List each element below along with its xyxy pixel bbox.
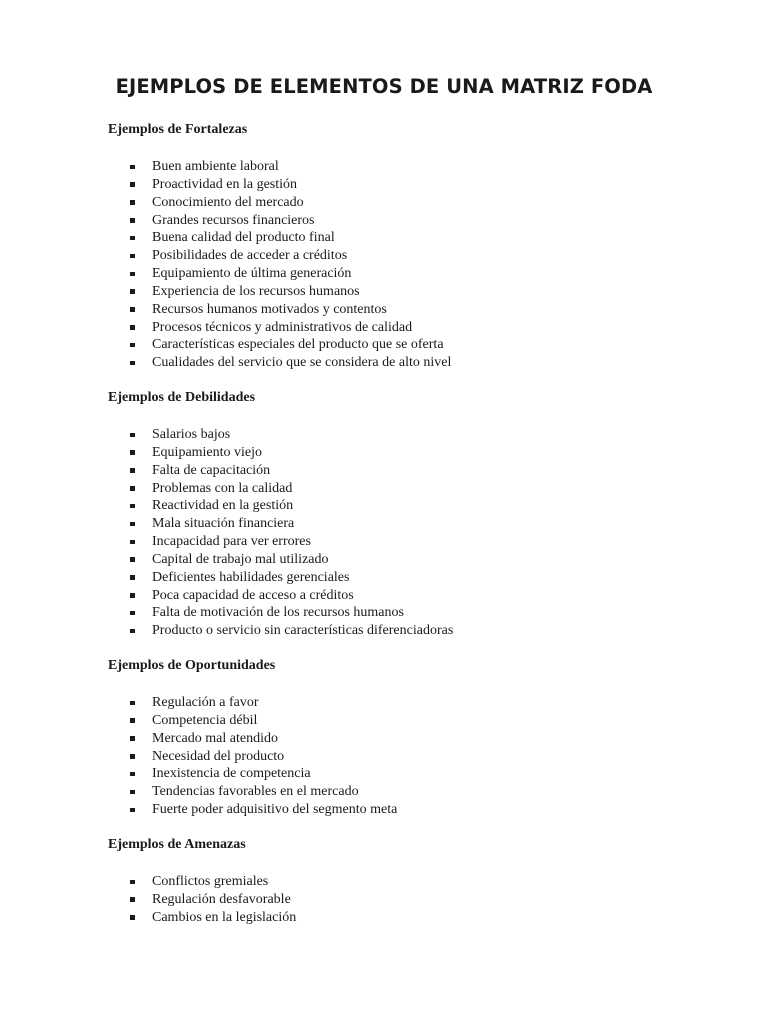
bullet-list (108, 426, 728, 640)
square-bullet-icon (130, 557, 135, 562)
square-bullet-icon (130, 718, 135, 723)
list-item-text: Mercado mal atendido (152, 730, 278, 746)
square-bullet-icon (130, 629, 135, 634)
square-bullet-icon (130, 289, 135, 294)
square-bullet-icon (130, 325, 135, 330)
list-item (108, 301, 728, 319)
list-item (108, 480, 728, 498)
list-item (108, 909, 728, 927)
list-item-text: Incapacidad para ver errores (152, 534, 311, 550)
list-item (108, 462, 728, 480)
list-item-text: Fuerte poder adquisitivo del segmento meta (152, 802, 398, 818)
square-bullet-icon (130, 165, 135, 170)
list-item-text: Falta de capacitación (152, 462, 271, 478)
list-item (108, 569, 728, 587)
square-bullet-icon (130, 772, 135, 777)
square-bullet-icon (130, 897, 135, 902)
list-item-text: Inexistencia de competencia (152, 766, 311, 782)
list-item (108, 622, 728, 640)
square-bullet-icon (130, 307, 135, 312)
list-item-text: Tendencias favorables en el mercado (152, 784, 359, 800)
list-item-text: Reactividad en la gestión (152, 498, 294, 514)
list-item-text: Competencia débil (152, 712, 258, 728)
list-item (108, 587, 728, 605)
list-item (108, 694, 728, 712)
list-item-text: Experiencia de los recursos humanos (152, 283, 360, 299)
list-item (108, 515, 728, 533)
list-item (108, 426, 728, 444)
list-item-text: Equipamiento de última generación (152, 266, 352, 282)
list-item-text: Falta de motivación de los recursos humanos (152, 605, 404, 621)
square-bullet-icon (130, 504, 135, 509)
section-heading: Ejemplos de Oportunidades (108, 658, 276, 673)
list-item-text: Equipamiento viejo (152, 444, 263, 460)
list-item (108, 212, 728, 230)
list-item-text: Grandes recursos financieros (152, 212, 315, 228)
square-bullet-icon (130, 450, 135, 455)
square-bullet-icon (130, 200, 135, 205)
bullet-list (108, 873, 728, 927)
square-bullet-icon (130, 754, 135, 759)
list-item (108, 336, 728, 354)
list-item-text: Buen ambiente laboral (152, 159, 279, 174)
list-item-text: Deficientes habilidades gerenciales (152, 569, 350, 585)
section-heading: Ejemplos de Fortalezas (108, 122, 248, 137)
list-item (108, 533, 728, 551)
list-item (108, 748, 728, 766)
list-item-text: Capital de trabajo mal utilizado (152, 551, 329, 567)
square-bullet-icon (130, 433, 135, 438)
square-bullet-icon (130, 808, 135, 813)
section-amenazas (108, 836, 728, 927)
list-item (108, 229, 728, 247)
list-item (108, 765, 728, 783)
square-bullet-icon (130, 254, 135, 259)
list-item-text: Cambios en la legislación (152, 909, 297, 925)
bullet-list (108, 694, 728, 819)
square-bullet-icon (130, 236, 135, 241)
list-item-text: Procesos técnicos y administrativos de calidad (152, 319, 413, 335)
square-bullet-icon (130, 540, 135, 545)
list-item-text: Salarios bajos (152, 427, 231, 442)
list-item (108, 176, 728, 194)
list-item-text: Cualidades del servicio que se considera de alto nivel (152, 355, 452, 371)
list-item-text: Buena calidad del producto final (152, 230, 335, 246)
square-bullet-icon (130, 361, 135, 366)
list-item (108, 873, 728, 891)
bullet-list (108, 158, 728, 372)
square-bullet-icon (130, 593, 135, 598)
square-bullet-icon (130, 486, 135, 491)
list-item (108, 604, 728, 622)
list-item (108, 497, 728, 515)
list-item-text: Conflictos gremiales (152, 874, 269, 889)
list-item (108, 712, 728, 730)
list-item-text: Regulación desfavorable (152, 891, 291, 907)
list-item (108, 319, 728, 337)
list-item (108, 354, 728, 372)
list-item-text: Producto o servicio sin características diferenciadoras (152, 623, 454, 639)
square-bullet-icon (130, 915, 135, 920)
square-bullet-icon (130, 522, 135, 527)
list-item (108, 730, 728, 748)
section-oportunidades (108, 657, 728, 819)
list-item-text: Poca capacidad de acceso a créditos (152, 587, 354, 603)
section-debilidades (108, 389, 728, 640)
list-item-text: Problemas con la calidad (152, 480, 293, 496)
square-bullet-icon (130, 880, 135, 885)
list-item-text: Conocimiento del mercado (152, 194, 304, 210)
section-heading: Ejemplos de Debilidades (108, 390, 256, 405)
list-item-text: Posibilidades de acceder a créditos (152, 248, 348, 264)
list-item (108, 283, 728, 301)
square-bullet-icon (130, 611, 135, 616)
square-bullet-icon (130, 272, 135, 277)
square-bullet-icon (130, 182, 135, 187)
list-item-text: Recursos humanos motivados y contentos (152, 301, 387, 317)
list-item (108, 444, 728, 462)
list-item (108, 247, 728, 265)
section-fortalezas (108, 121, 728, 372)
list-item-text: Proactividad en la gestión (152, 176, 298, 192)
list-item (108, 194, 728, 212)
list-item-text: Mala situación financiera (152, 516, 295, 532)
square-bullet-icon (130, 575, 135, 580)
page-title: EJEMPLOS DE ELEMENTOS DE UNA MATRIZ FODA (115, 75, 653, 98)
square-bullet-icon (130, 218, 135, 223)
list-item (108, 551, 728, 569)
list-item (108, 891, 728, 909)
square-bullet-icon (130, 343, 135, 348)
list-item (108, 783, 728, 801)
square-bullet-icon (130, 736, 135, 741)
list-item (108, 265, 728, 283)
list-item (108, 158, 728, 176)
list-item (108, 801, 728, 819)
square-bullet-icon (130, 701, 135, 706)
section-heading: Ejemplos de Amenazas (108, 837, 246, 852)
list-item-text: Necesidad del producto (152, 748, 285, 764)
square-bullet-icon (130, 468, 135, 473)
square-bullet-icon (130, 790, 135, 795)
list-item-text: Características especiales del producto que se oferta (152, 337, 444, 353)
list-item-text: Regulación a favor (152, 695, 259, 710)
